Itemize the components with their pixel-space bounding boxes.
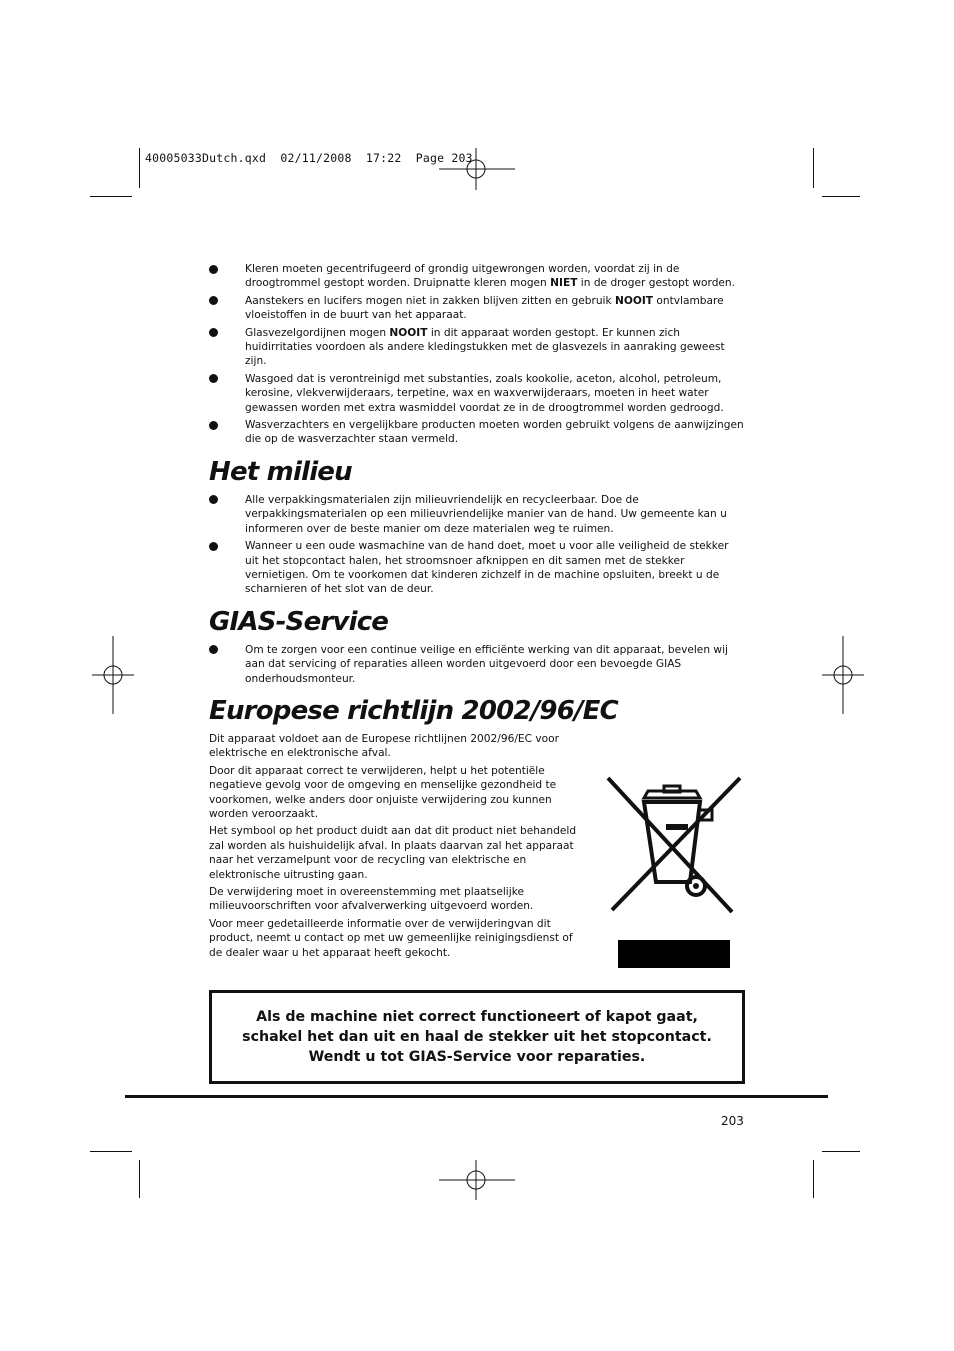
bullet-icon: [209, 495, 218, 504]
bullet-icon: [209, 328, 218, 337]
section-heading-gias: GIAS-Service: [209, 606, 389, 637]
richtlijn-paragraph: Het symbool op het product duidt aan dat dit product niet behandeld zal worden als huishuidelijk afval. In plaats daarvan zal het apparaat naar het verzamelpunt voor de recycling van elektrische en elektronische uitrusting gaan.: [209, 825, 577, 881]
notice-text: Als de machine niet correct functioneert of kapot gaat, schakel het dan uit en haal de stekker uit het stopcontact. Wendt u tot GIAS-Service voor reparaties.: [242, 1009, 712, 1065]
list-item: Wanneer u een oude wasmachine van de hand doet, moet u voor alle veiligheid de stekker uit het stopcontact halen, het stroomsnoer afknippen en dit samen met de stekker vernietigen. Om te voorkomen dat kinderen zichzelf in de machine opsluiten, breekt u de scharnieren of het slot van de deur.: [209, 539, 745, 597]
list-item: Wasgoed dat is verontreinigd met substanties, zoals kookolie, aceton, alcohol, petroleum, kerosine, vlekverwijderaars, terpetine, wax en waxverwijderaars, moeten in heet water gewassen worden met extra wasmiddel voordat ze in de droogtrommel worden gedroogd.: [209, 372, 745, 415]
page-number: 203: [721, 1114, 744, 1128]
crop-mark: [90, 196, 132, 197]
bullet-icon: [209, 296, 218, 305]
section-heading-milieu: Het milieu: [209, 456, 352, 487]
footer-rule: [125, 1095, 828, 1098]
crop-mark: [139, 1160, 140, 1198]
safety-bullet-list: [209, 262, 745, 447]
crop-mark: [822, 1151, 860, 1152]
bullet-icon: [209, 265, 218, 274]
black-bar-symbol: [618, 940, 730, 968]
list-item: Om te zorgen voor een continue veilige en efficiënte werking van dit apparaat, bevelen wij aan dat servicing of reparaties alleen worden uitgevoerd door een bevoegde GIAS onderhoudsmonteur.: [209, 643, 745, 686]
bullet-icon: [209, 421, 218, 430]
richtlijn-paragraph: Door dit apparaat correct te verwijderen, helpt u het potentiële negatieve gevolg voor de omgeving en menselijke gezondheid te voorkomen, welke anders door onjuiste verwijdering zou kunnen worden veroorzaakt.: [209, 764, 557, 820]
crossed-out-wheelie-bin-icon: [604, 774, 744, 916]
crop-mark: [90, 1151, 132, 1152]
list-item: Aanstekers en lucifers mogen niet in zakken blijven zitten en gebruik NOOIT ontvlambare vloeistoffen in de buurt van het apparaat.: [209, 294, 745, 323]
list-item: Glasvezelgordijnen mogen NOOIT in dit apparaat worden gestopt. Er kunnen zich huidirritaties voordoen als andere kledingstukken met de glasvezels in aanraking geweest zijn.: [209, 326, 745, 369]
crop-mark: [139, 148, 140, 188]
list-item: Kleren moeten gecentrifugeerd of grondig uitgewrongen worden, voordat zij in de droogtrommel gestopt worden. Druipnatte kleren mogen NIET in de droger gestopt worden.: [209, 262, 745, 291]
file-slug: 40005033Dutch.qxd 02/11/2008 17:22 Page 203: [145, 151, 473, 165]
list-item: Alle verpakkingsmaterialen zijn milieuvriendelijk en recycleerbaar. Doe de verpakkingsmaterialen op een milieuvriendelijke manier van de hand. Uw gemeente kan u informeren over de beste manier om deze materialen weg te ruimen.: [209, 493, 745, 536]
crop-mark: [813, 148, 814, 188]
section-heading-richtlijn: Europese richtlijn 2002/96/EC: [209, 695, 618, 726]
bullet-icon: [209, 542, 218, 551]
richtlijn-paragraph: Voor meer gedetailleerde informatie over de verwijderingvan dit product, neemt u contact op met uw gemeenlijke reinigingsdienst of de dealer waar u het apparaat heeft gekocht.: [209, 917, 573, 959]
registration-mark-right-icon: [822, 636, 864, 714]
list-item: Wasverzachters en vergelijkbare producten moeten worden gebruikt volgens de aanwijzingen die op de wasverzachter staan vermeld.: [209, 418, 745, 447]
bullet-icon: [209, 645, 218, 654]
gias-bullet-list: [209, 643, 745, 686]
crop-mark: [822, 196, 860, 197]
richtlijn-paragraph: Dit apparaat voldoet aan de Europese richtlijnen 2002/96/EC voor elektrische en elektronische afval.: [209, 732, 559, 760]
richtlijn-paragraph: De verwijdering moet in overeenstemming met plaatselijke milieuvoorschriften voor afvalverwerking uitgevoerd worden.: [209, 886, 534, 913]
crop-mark: [813, 1160, 814, 1198]
milieu-bullet-list: [209, 493, 745, 597]
warning-notice-box: [209, 990, 745, 1084]
bullet-icon: [209, 374, 218, 383]
registration-mark-bottom-icon: [437, 1160, 517, 1200]
registration-mark-left-icon: [92, 636, 134, 714]
